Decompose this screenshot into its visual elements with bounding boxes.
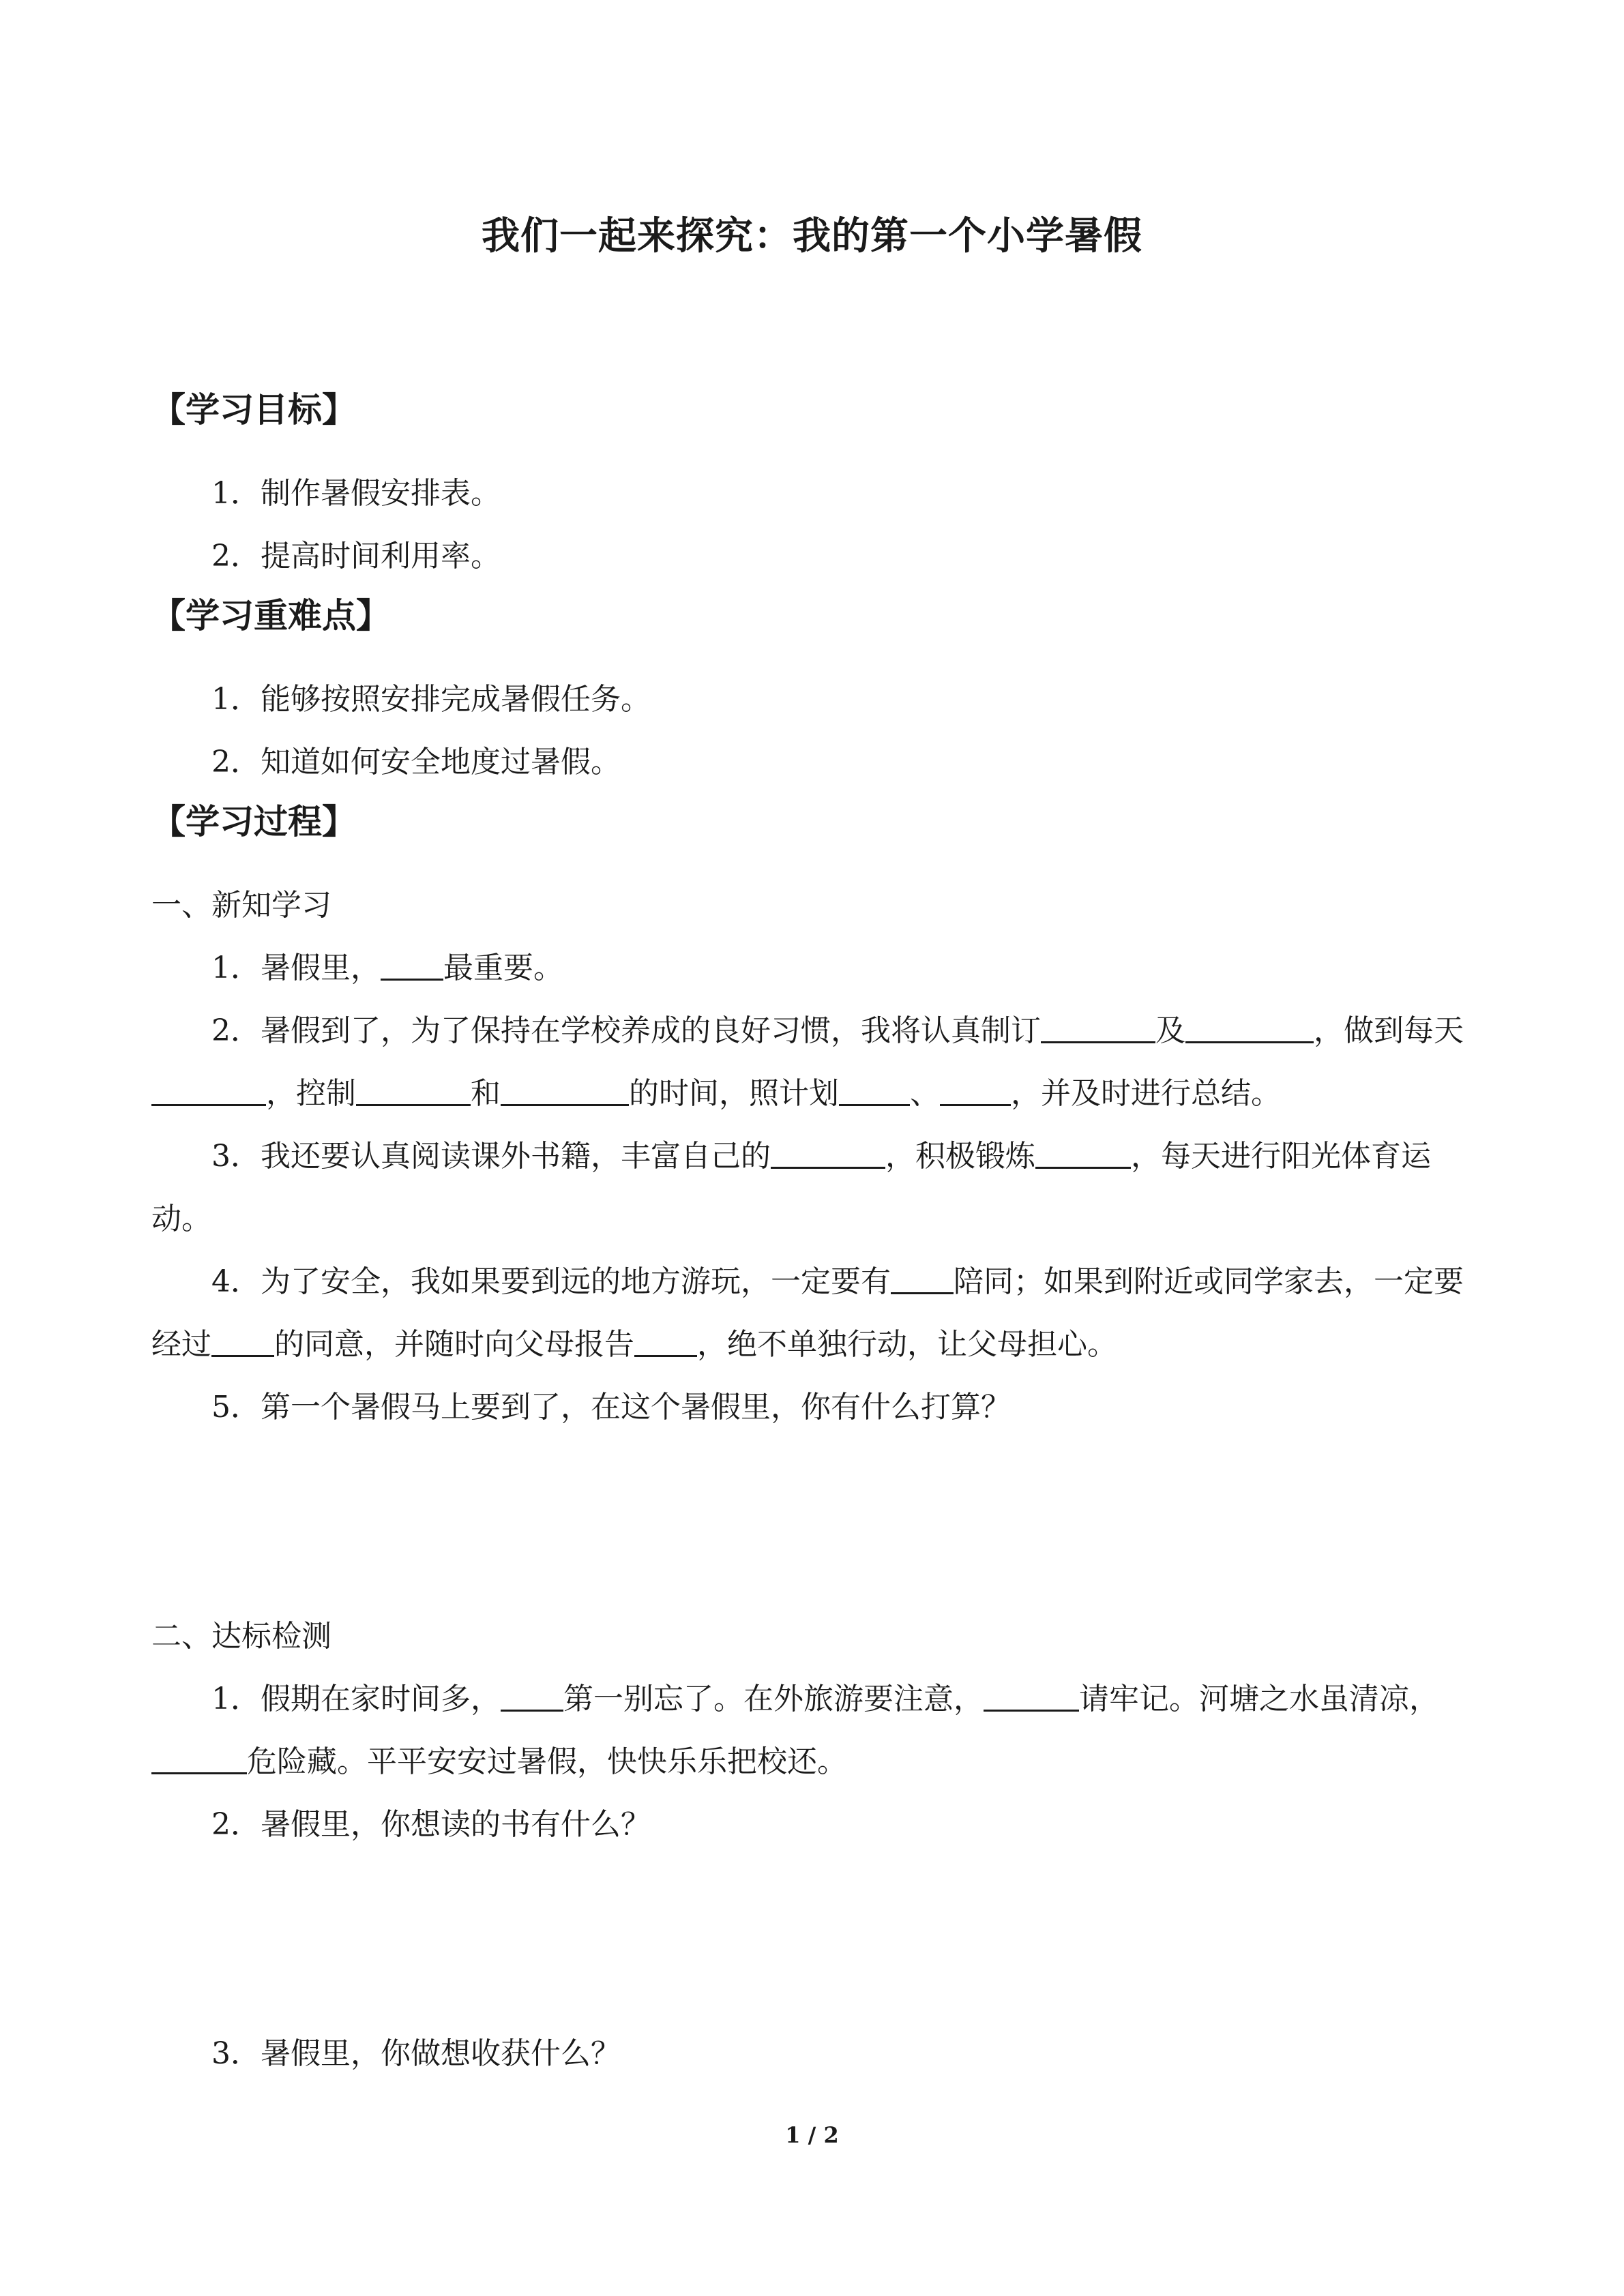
- t1-text-d: 危险藏。平平安安过暑假，快快乐乐把校还。: [247, 1744, 847, 1779]
- process-heading: 【学习过程】: [151, 802, 356, 841]
- t1-text-c: 请牢记。河塘之水虽清凉，: [1079, 1682, 1439, 1716]
- page-number: 1 / 2: [785, 2122, 839, 2148]
- q1-text-a: 1．暑假里，: [211, 951, 381, 985]
- key-item-2: 2．知道如何安全地度过暑假。: [211, 745, 621, 779]
- q2-text-h: ，并及时进行总结。: [1011, 1076, 1281, 1111]
- q2-text-a: 2．暑假到了，为了保持在学校养成的良好习惯，我将认真制订: [211, 1013, 1041, 1048]
- fill-blank[interactable]: [891, 1259, 954, 1294]
- question-1: [151, 937, 1480, 1000]
- part1-title: 一、新知学习: [151, 888, 331, 923]
- q3-text-c: ，每天进行阳光体育运动。: [151, 1139, 1431, 1236]
- fill-blank[interactable]: [634, 1322, 697, 1357]
- part2-title: 二、达标检测: [151, 1619, 331, 1654]
- fill-blank[interactable]: [839, 1071, 910, 1106]
- fill-blank[interactable]: [151, 1071, 266, 1106]
- question-3: [151, 1125, 1480, 1251]
- t1-text-a: 1．假期在家时间多，: [211, 1682, 501, 1716]
- question-4: [151, 1251, 1480, 1376]
- test-1: [151, 1668, 1480, 1793]
- q4-text-a: 4．为了安全，我如果要到远的地方游玩，一定要有: [211, 1264, 891, 1299]
- goal-item-2: 2．提高时间利用率。: [211, 539, 501, 573]
- q2-text-g: 、: [910, 1076, 940, 1111]
- q2-text-f: 的时间，照计划: [629, 1076, 839, 1111]
- q4-text-c: 的同意，并随时向父母报告: [274, 1327, 634, 1362]
- q3-text-b: ，积极锻炼: [885, 1139, 1035, 1174]
- t1-text-b: 第一别忘了。在外旅游要注意，: [563, 1682, 984, 1716]
- fill-blank[interactable]: [501, 1677, 563, 1712]
- key-item-1: 1．能够按照安排完成暑假任务。: [211, 682, 651, 717]
- fill-blank[interactable]: [940, 1071, 1011, 1106]
- test-3: 3．暑假里，你做想收获什么？: [211, 2036, 621, 2071]
- fill-blank[interactable]: [501, 1071, 629, 1106]
- fill-blank[interactable]: [984, 1677, 1079, 1712]
- q4-text-d: ，绝不单独行动，让父母担心。: [697, 1327, 1117, 1362]
- fill-blank[interactable]: [771, 1134, 885, 1169]
- q3-text-a: 3．我还要认真阅读课外书籍，丰富自己的: [211, 1139, 771, 1174]
- fill-blank[interactable]: [1041, 1009, 1155, 1043]
- q4-text-b: 陪同；如果到附近或同学家去，一定要经过: [151, 1264, 1464, 1362]
- q2-text-d: ，控制: [266, 1076, 356, 1111]
- page-title: 我们一起来探究：我的第一个小学暑假: [482, 213, 1142, 258]
- question-2: [151, 1000, 1480, 1125]
- fill-blank[interactable]: [381, 946, 443, 981]
- q2-text-c: ，做到每天: [1314, 1013, 1464, 1048]
- fill-blank[interactable]: [211, 1322, 274, 1357]
- test-2: 2．暑假里，你想读的书有什么？: [211, 1807, 651, 1842]
- q2-text-e: 和: [471, 1076, 501, 1111]
- fill-blank[interactable]: [1035, 1134, 1131, 1169]
- fill-blank[interactable]: [151, 1740, 247, 1774]
- q2-text-b: 及: [1155, 1013, 1185, 1048]
- q1-text-b: 最重要。: [443, 951, 563, 985]
- goals-heading: 【学习目标】: [151, 390, 356, 430]
- goal-item-1: 1．制作暑假安排表。: [211, 476, 501, 511]
- fill-blank[interactable]: [1185, 1009, 1314, 1043]
- key-points-heading: 【学习重难点】: [151, 596, 390, 636]
- fill-blank[interactable]: [356, 1071, 471, 1106]
- question-5: 5．第一个暑假马上要到了，在这个暑假里，你有什么打算？: [211, 1390, 1011, 1425]
